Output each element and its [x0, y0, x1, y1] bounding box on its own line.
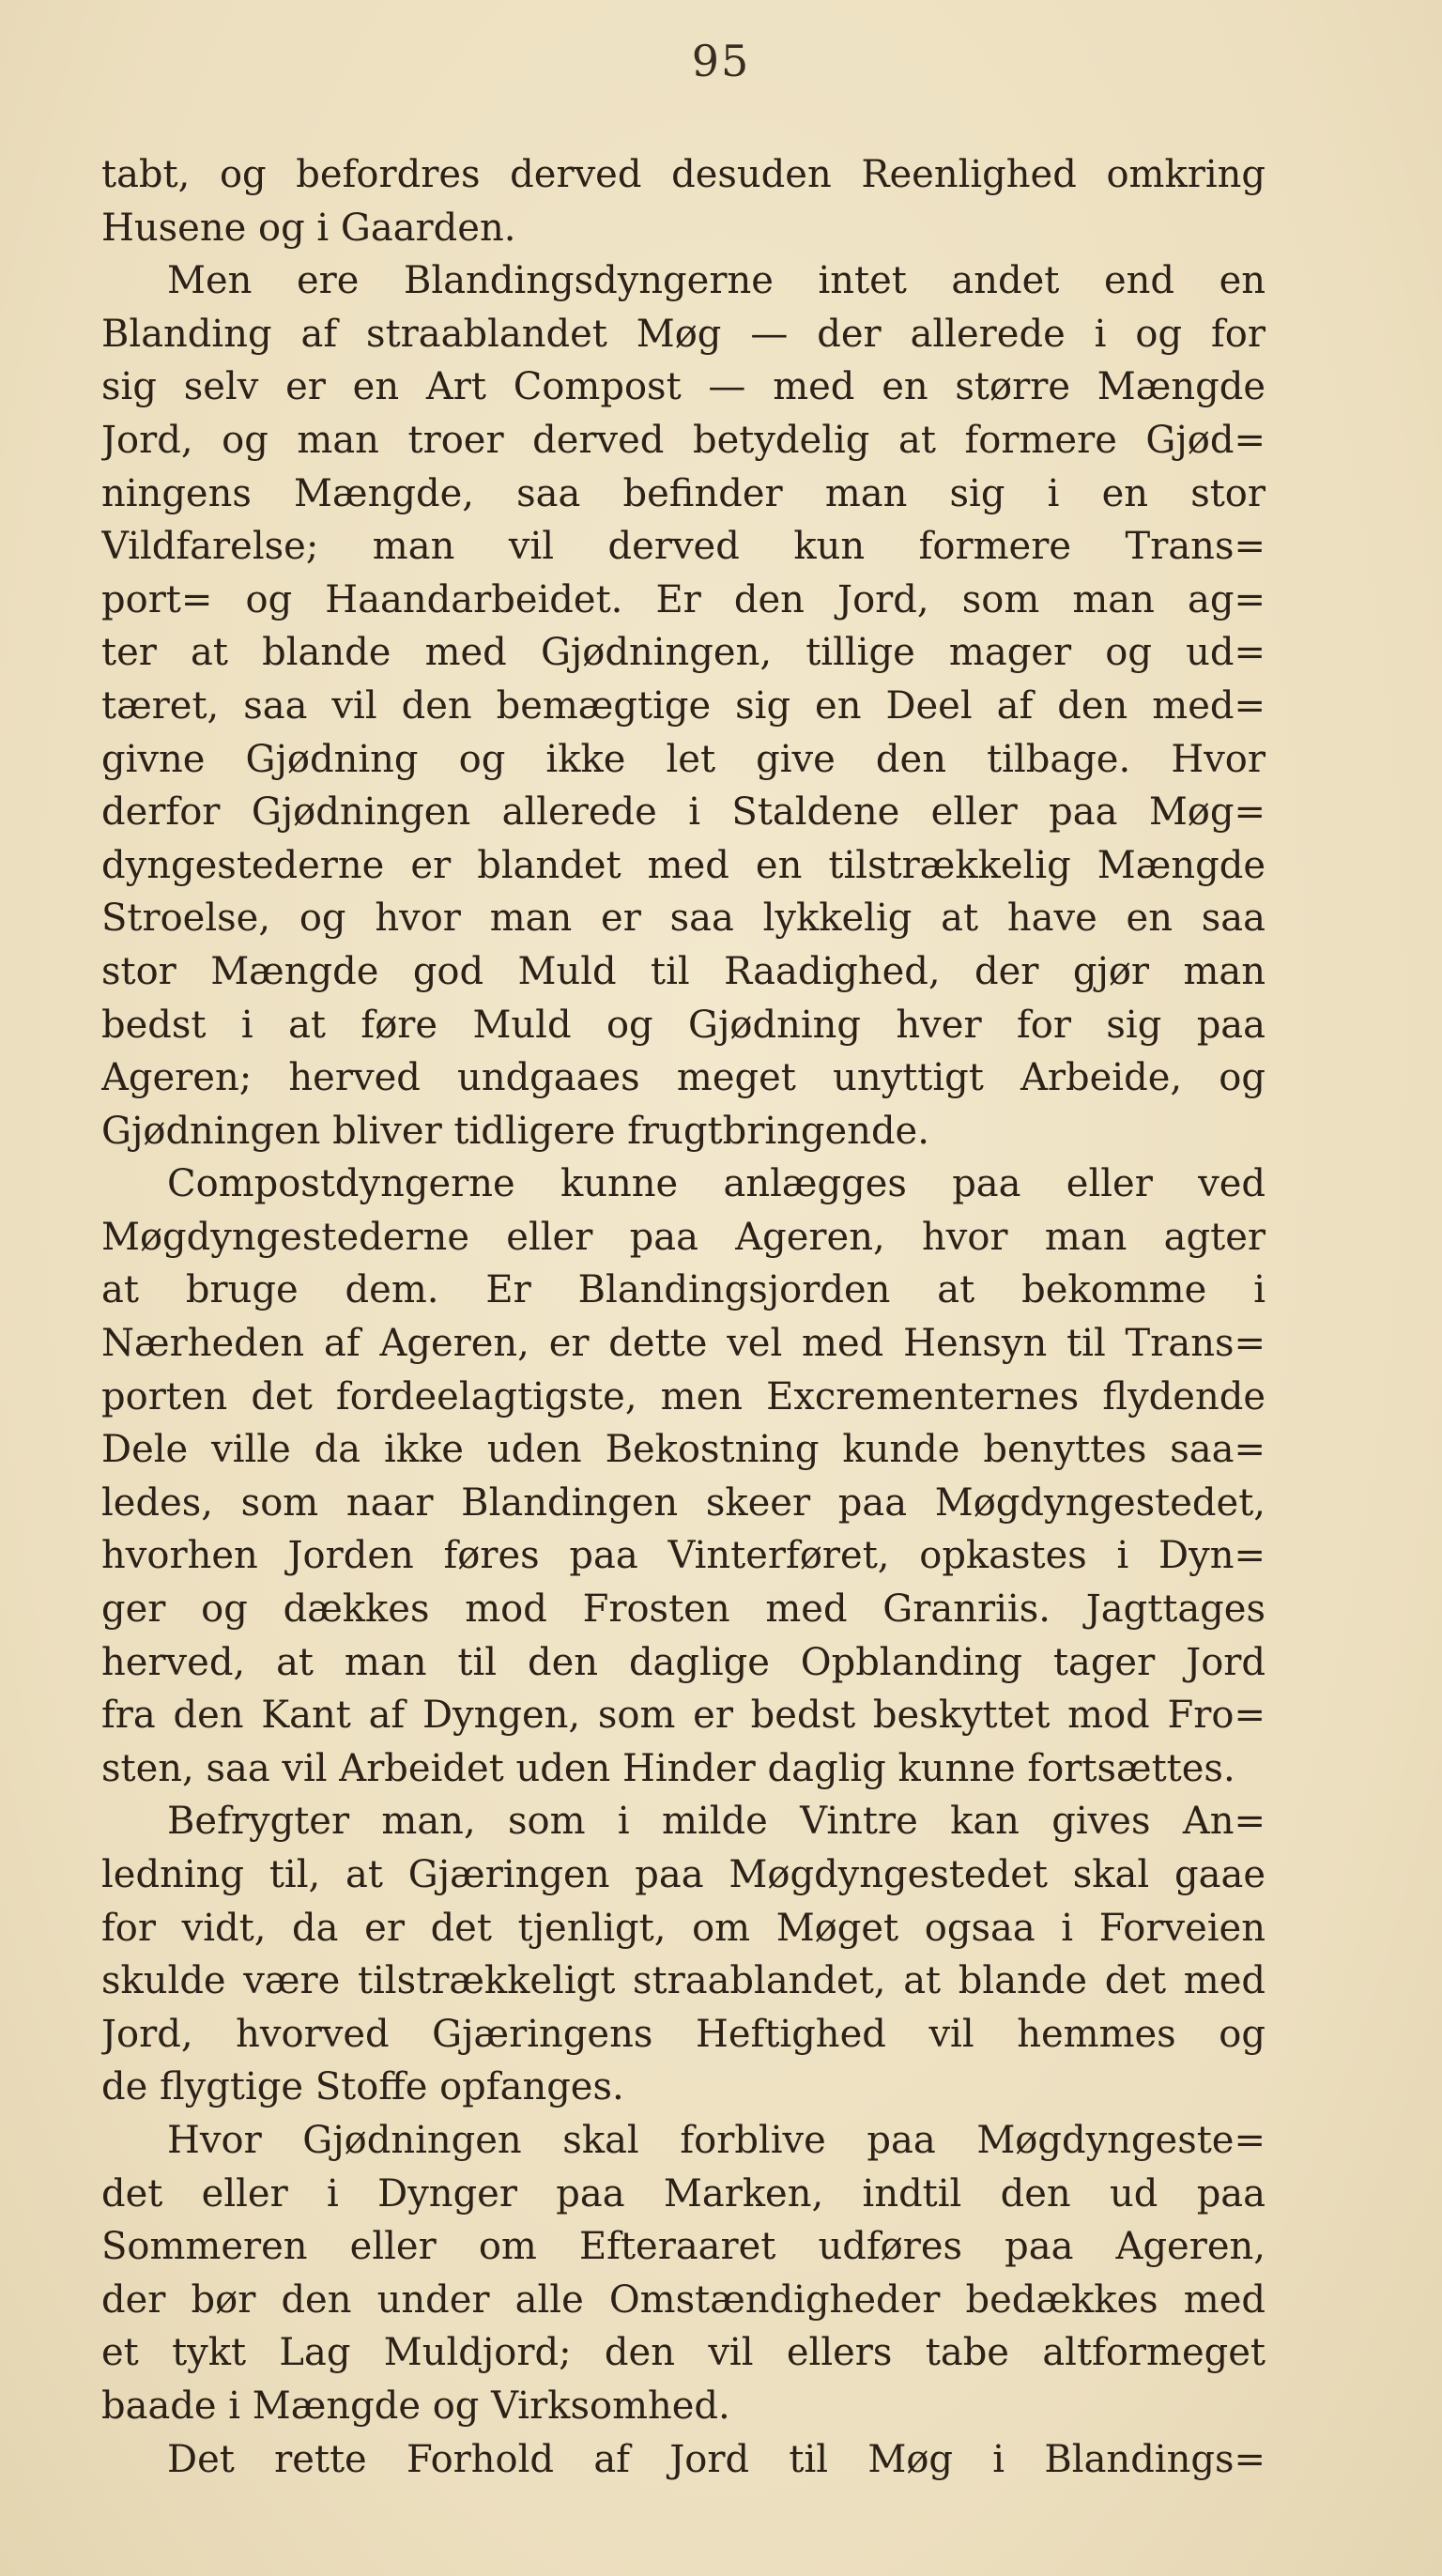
body-text	[101, 148, 1266, 2486]
text-line: tabt, og befordres derved desuden Reenlighed omkring	[101, 153, 1266, 196]
text-line: Møgdyngestederne eller paa Ageren, hvor man agter	[101, 1215, 1266, 1259]
text-line: Dele ville da ikke uden Bekostning kunde benyttes saa=	[101, 1428, 1266, 1472]
text-line: ningens Mængde, saa befinder man sig i en stor	[101, 471, 1266, 515]
text-line: Gjødningen bliver tidligere frugtbringende.	[101, 1109, 929, 1153]
text-line: Blanding af straablandet Møg — der allerede i og for	[101, 312, 1266, 356]
text-line: Vildfarelse; man vil derved kun formere Trans=	[101, 525, 1266, 569]
text-line: Ageren; herved undgaaes meget unyttigt Arbeide, og	[101, 1056, 1266, 1100]
text-line: at bruge dem. Er Blandingsjorden at bekomme i	[101, 1268, 1266, 1312]
text-line: Compostdyngerne kunne anlægges paa eller ved	[167, 1162, 1266, 1206]
text-line: sten, saa vil Arbeidet uden Hinder daglig kunne fortsættes.	[101, 1746, 1235, 1790]
text-line: Stroelse, og hvor man er saa lykkelig at have en saa	[101, 897, 1266, 941]
text-line: baade i Mængde og Virksomhed.	[101, 2384, 730, 2428]
text-line: givne Gjødning og ikke let give den tilbage. Hvor	[101, 737, 1266, 781]
text-line: port= og Haandarbeidet. Er den Jord, som man ag=	[101, 577, 1266, 621]
text-line: Nærheden af Ageren, er dette vel med Hensyn til Trans=	[101, 1322, 1266, 1366]
text-line: Jord, hvorved Gjæringens Heftighed vil hemmes og	[101, 2012, 1266, 2056]
text-line: ter at blande med Gjødningen, tillige mager og ud=	[101, 631, 1266, 675]
text-line: sig selv er en Art Compost — med en større Mængde	[101, 365, 1266, 409]
text-line: for vidt, da er det tjenligt, om Møget ogsaa i Forveien	[101, 1906, 1266, 1950]
text-line: Befrygter man, som i milde Vintre kan gives An=	[167, 1800, 1266, 1844]
page-number: 95	[691, 36, 751, 86]
text-line: fra den Kant af Dyngen, som er bedst beskyttet mod Fro=	[101, 1694, 1266, 1738]
text-line: det eller i Dynger paa Marken, indtil den ud paa	[101, 2171, 1266, 2216]
text-line: skulde være tilstrækkeligt straablandet, at blande det med	[101, 1959, 1266, 2003]
text-line: Det rette Forhold af Jord til Møg i Blandings=	[167, 2437, 1266, 2481]
text-line: dyngestederne er blandet med en tilstrækkelig Mængde	[101, 843, 1266, 887]
text-line: et tykt Lag Muldjord; den vil ellers tabe altformeget	[101, 2331, 1266, 2375]
text-line: der bør den under alle Omstændigheder bedækkes med	[101, 2277, 1266, 2322]
text-line: Husene og i Gaarden.	[101, 206, 516, 250]
text-line: stor Mængde god Muld til Raadighed, der gjør man	[101, 949, 1266, 993]
text-line: porten det fordeelagtigste, men Excrementernes flydende	[101, 1374, 1266, 1418]
text-line: herved, at man til den daglige Opblanding tager Jord	[101, 1640, 1266, 1684]
text-line: derfor Gjødningen allerede i Staldene eller paa Møg=	[101, 790, 1266, 835]
text-line: Jord, og man troer derved betydelig at formere Gjød=	[101, 418, 1266, 462]
text-line: ger og dækkes mod Frosten med Granriis. Jagttages	[101, 1587, 1266, 1632]
text-line: Sommeren eller om Efteraaret udføres paa Ageren,	[101, 2225, 1266, 2269]
text-line: Hvor Gjødningen skal forblive paa Møgdyngeste=	[167, 2118, 1266, 2162]
text-line: ledes, som naar Blandingen skeer paa Møgdyngestedet,	[101, 1480, 1266, 1525]
text-line: de flygtige Stoffe opfanges.	[101, 2065, 624, 2109]
text-line: ledning til, at Gjæringen paa Møgdyngestedet skal gaae	[101, 1853, 1266, 1896]
text-line: hvorhen Jorden føres paa Vinterføret, opkastes i Dyn=	[101, 1534, 1266, 1578]
text-line: bedst i at føre Muld og Gjødning hver for sig paa	[101, 1003, 1266, 1047]
text-line: Men ere Blandingsdyngerne intet andet end en	[167, 259, 1266, 303]
text-line: tæret, saa vil den bemægtige sig en Deel af den med=	[101, 683, 1266, 728]
